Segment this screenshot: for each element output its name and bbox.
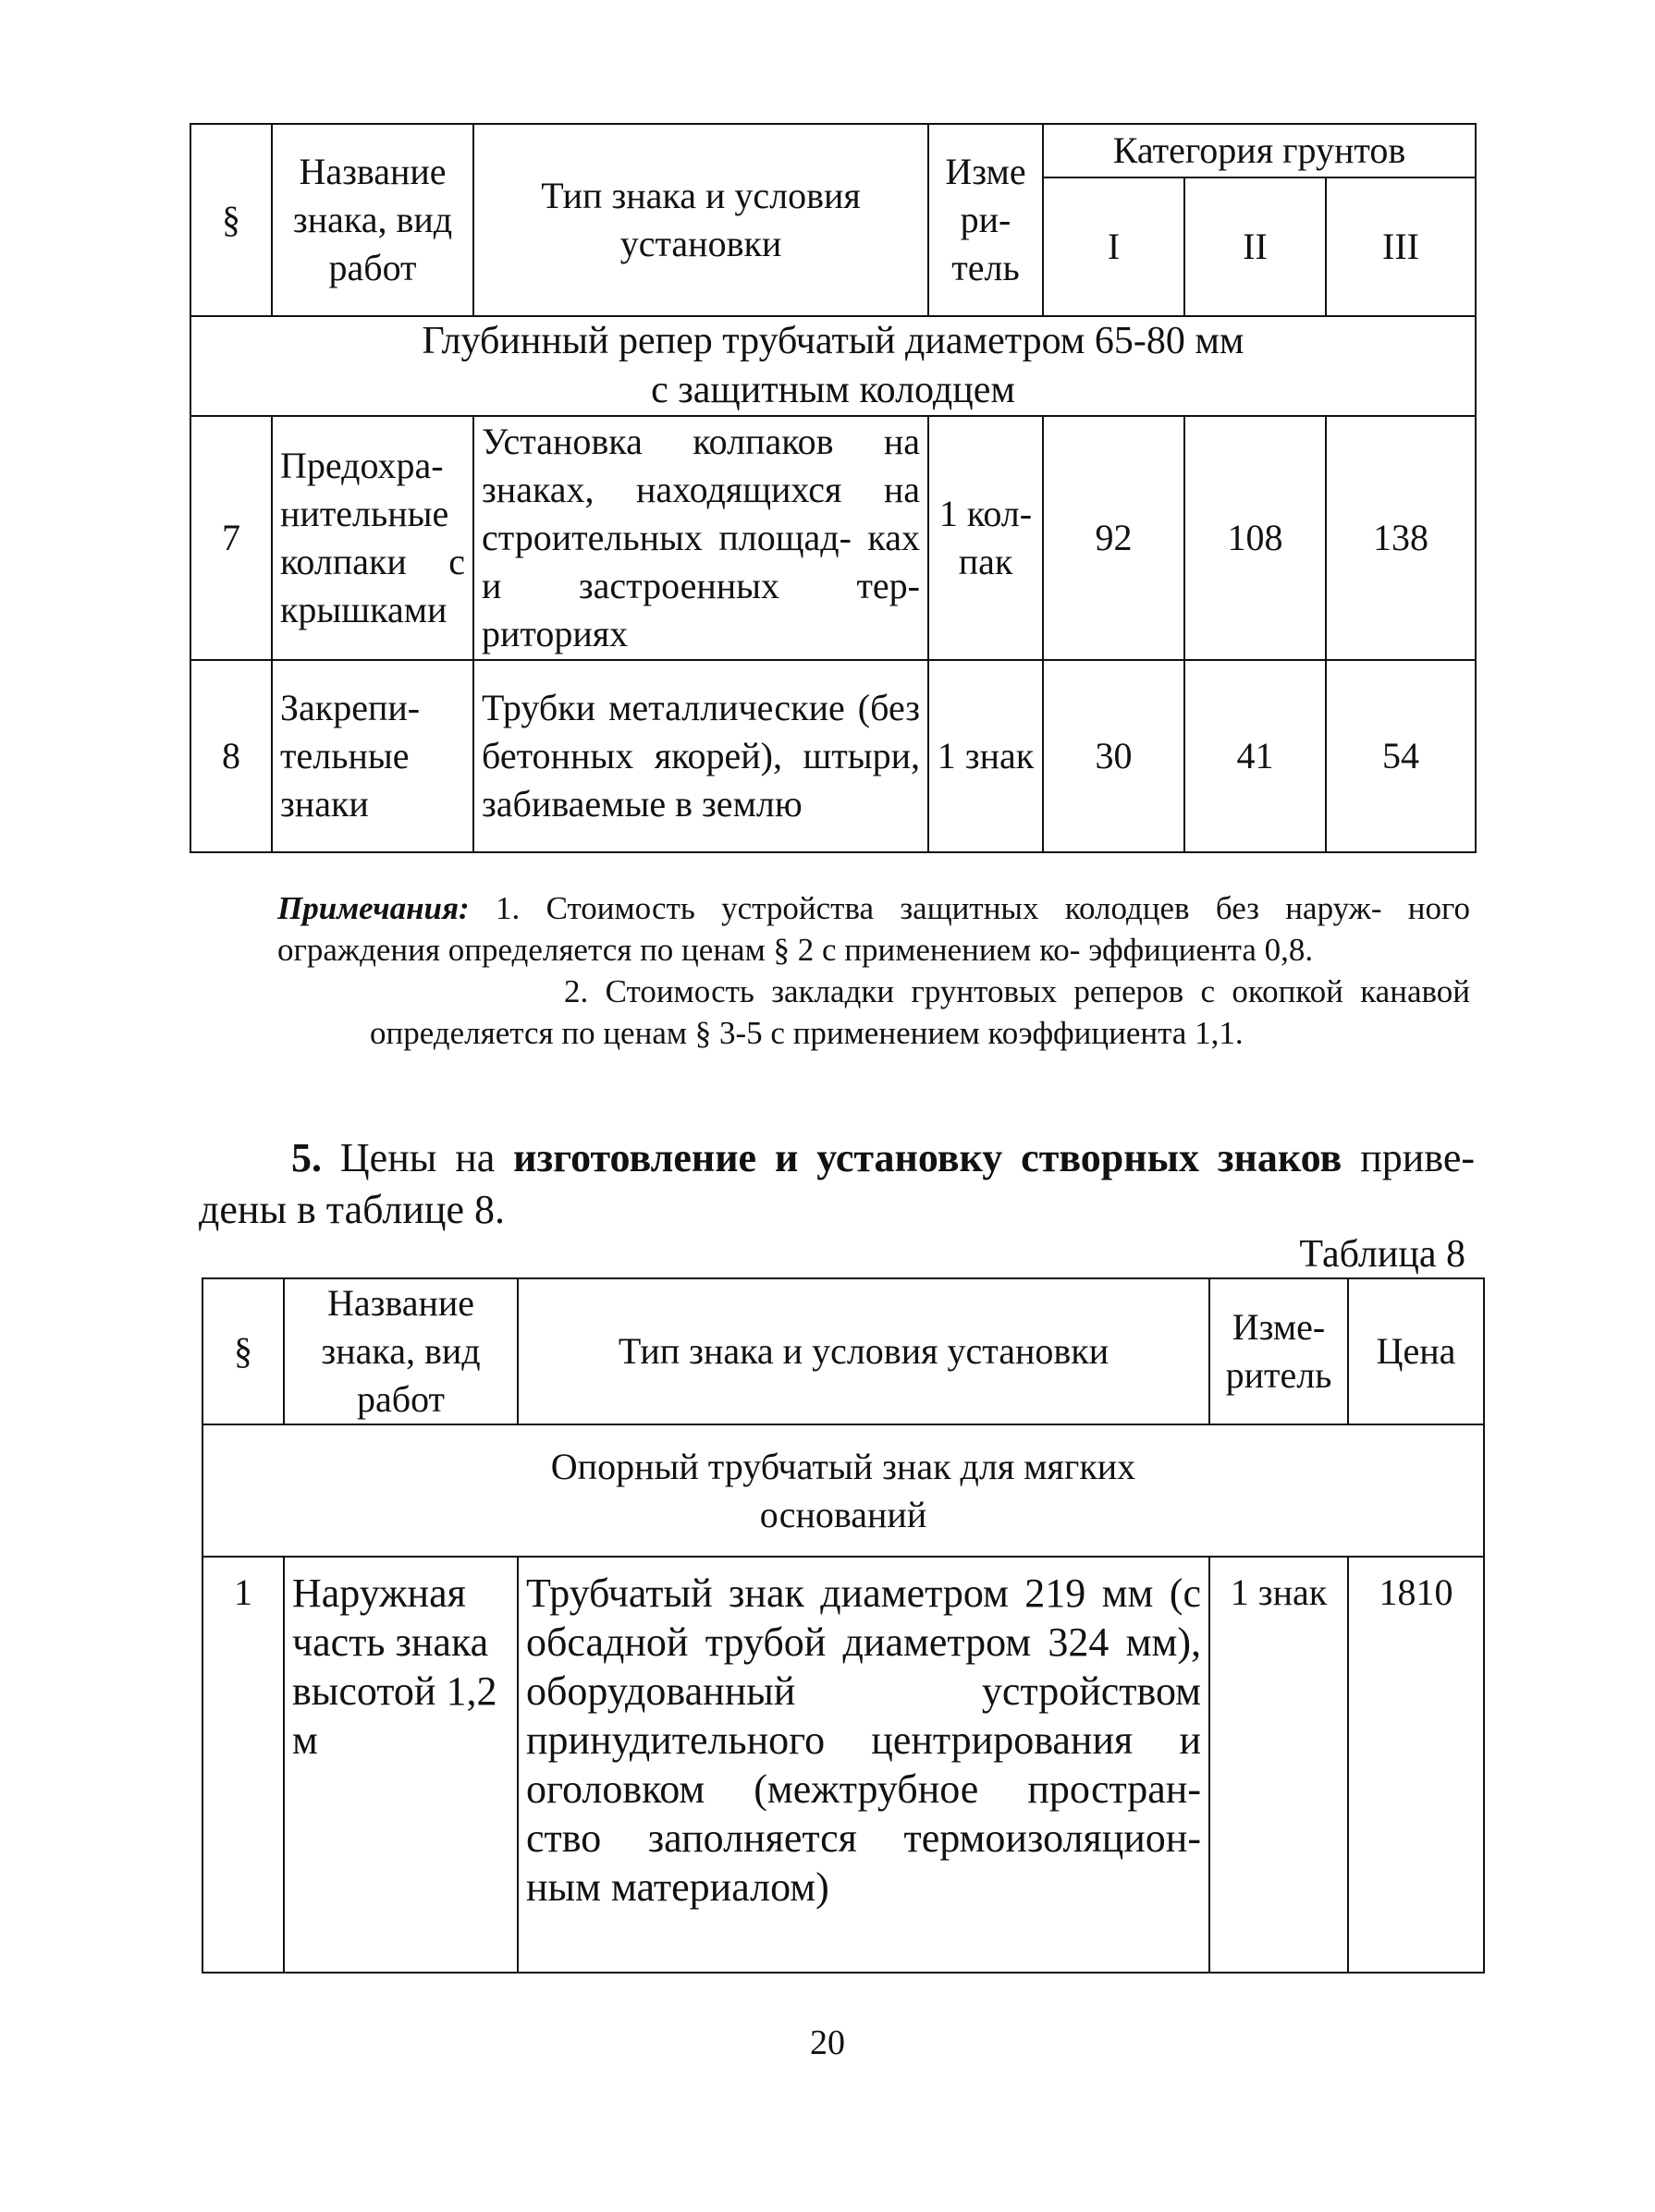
row-value-cat-ii: 108 (1184, 416, 1326, 660)
header-cat-iii: III (1326, 177, 1476, 316)
row-name: Наружная часть знака высотой 1,2 м (284, 1557, 518, 1973)
header-name: Название знака, вид работ (272, 124, 473, 316)
section-title-line1: Глубинный репер трубчатый диаметром 65-80 мм (422, 320, 1244, 362)
paragraph-text-before: Цены на (339, 1135, 496, 1180)
row-num: 7 (190, 416, 272, 660)
header-section: § (202, 1278, 284, 1424)
header-unit: Изме- ритель (1209, 1278, 1348, 1424)
table-ground-categories (190, 123, 1477, 853)
header-type: Тип знака и условия установки (473, 124, 928, 316)
row-price: 1810 (1348, 1557, 1484, 1973)
page-number: 20 (810, 2023, 845, 2062)
table-row (190, 660, 1476, 852)
row-num: 8 (190, 660, 272, 852)
section-title (202, 1424, 1484, 1557)
notes (277, 887, 1470, 1054)
section-title-line2: с защитным колодцем (651, 369, 1015, 411)
row-type: Трубки металлические (без бетонных якорей), штыри, забиваемые в землю (473, 660, 928, 852)
table-8-prices (202, 1277, 1485, 1974)
row-num: 1 (202, 1557, 284, 1973)
table-row (202, 1557, 1484, 1973)
row-value-cat-ii: 41 (1184, 660, 1326, 852)
note-2: 2. Стоимость закладки грунтовых реперов с окопкой канавой определяется по ценам § 3-5 с применением коэффициента 1,1. (370, 973, 1470, 1051)
row-unit: 1 знак (1209, 1557, 1348, 1973)
paragraph-bold-text: изготовление и установку створных знаков (513, 1135, 1342, 1180)
row-value-cat-iii: 54 (1326, 660, 1476, 852)
row-name: Закрепи- тельные знаки (272, 660, 473, 852)
row-type: Установка колпаков на знаках, находящихся на строительных площад- ках и застроенных тер- риториях (473, 416, 928, 660)
row-type: Трубчатый знак диаметром 219 мм (с обсадной трубой диаметром 324 мм), оборудованный устройством принудительного центрирования и оголовком (межтрубное простран- ство заполняется термоизоляцион- ным материалом) (518, 1557, 1209, 1973)
section-title (190, 316, 1476, 416)
section-title-line1: Опорный трубчатый знак для мягких (550, 1445, 1136, 1487)
header-price: Цена (1348, 1278, 1484, 1424)
row-name: Предохра- нительные колпаки с крышками (272, 416, 473, 660)
section-title-line2: оснований (759, 1493, 927, 1535)
notes-label: Примечания: (277, 890, 470, 926)
header-type: Тип знака и условия установки (518, 1278, 1209, 1424)
paragraph-5 (199, 1132, 1475, 1236)
row-unit: 1 кол- пак (928, 416, 1043, 660)
table-caption: Таблица 8 (1299, 1233, 1465, 1276)
header-section: § (190, 124, 272, 316)
paragraph-text-after: приве- дены в таблице 8. (199, 1135, 1475, 1232)
paragraph-number: 5. (291, 1135, 322, 1180)
table-row (190, 416, 1476, 660)
note-1: 1. Стоимость устройства защитных колодцев без наруж- ного ограждения определяется по ценам § 2 с применением ко- эффициента 0,8. (277, 890, 1471, 968)
row-value-cat-iii: 138 (1326, 416, 1476, 660)
row-value-cat-i: 30 (1043, 660, 1184, 852)
header-category: Категория грунтов (1043, 124, 1476, 177)
row-value-cat-i: 92 (1043, 416, 1184, 660)
header-unit: Изме ри- тель (928, 124, 1043, 316)
header-cat-i: I (1043, 177, 1184, 316)
header-name: Название знака, вид работ (284, 1278, 518, 1424)
row-unit: 1 знак (928, 660, 1043, 852)
header-cat-ii: II (1184, 177, 1326, 316)
